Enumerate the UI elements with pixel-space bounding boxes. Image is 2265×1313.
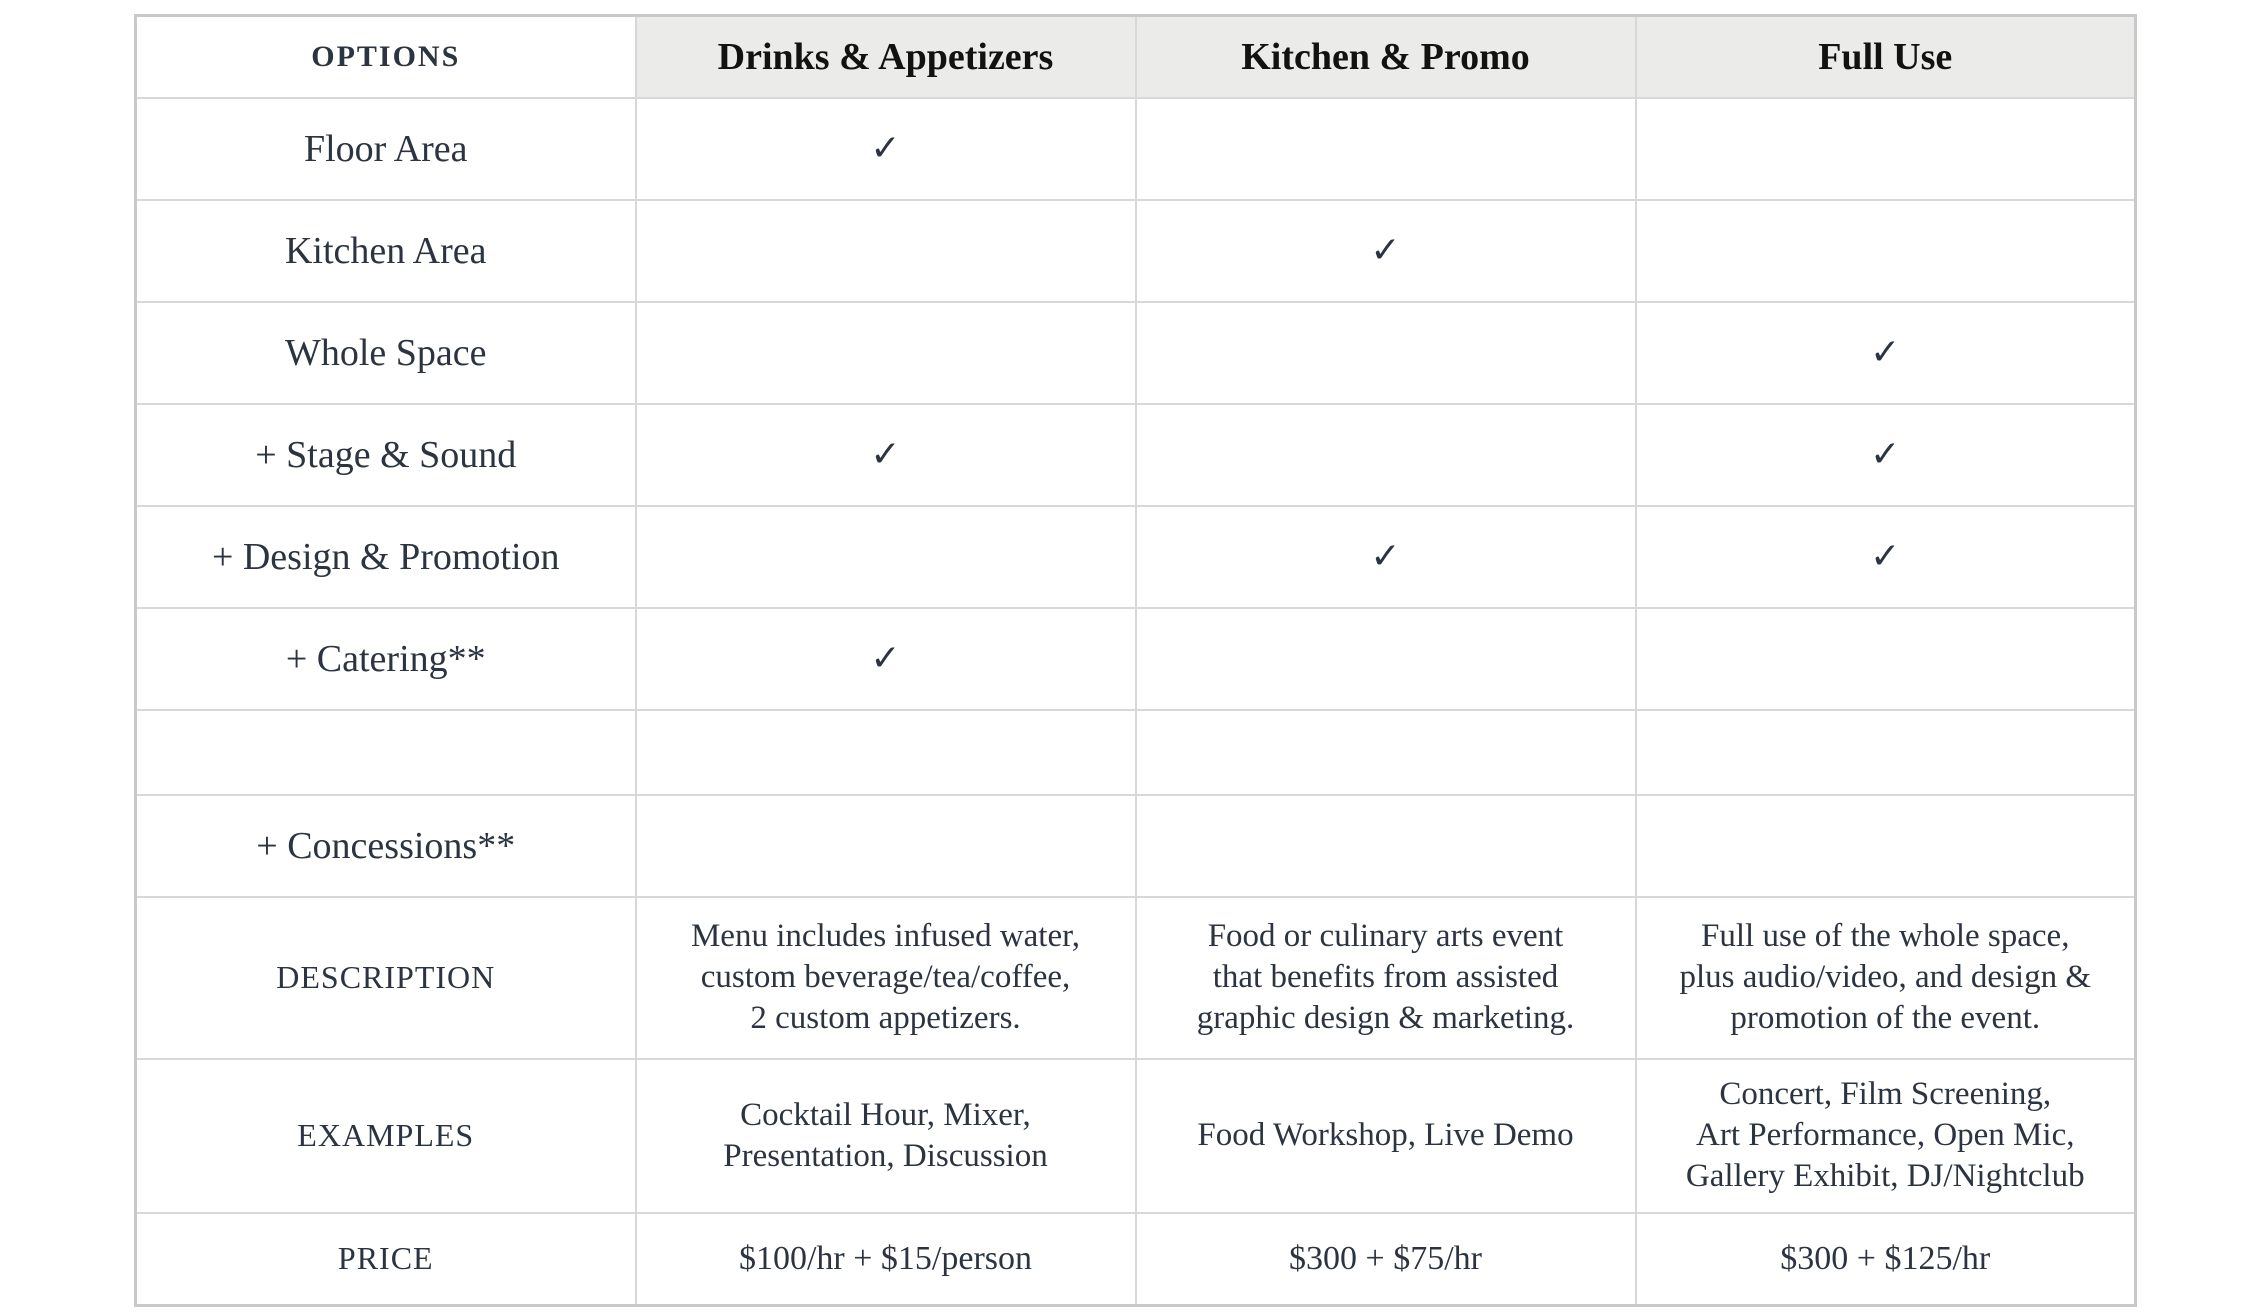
feature-label: Whole Space: [136, 302, 636, 404]
feature-row: [136, 608, 2136, 710]
checkmark-icon: ✓: [870, 128, 901, 169]
check-cell: [636, 608, 1136, 710]
check-cell: [1136, 710, 1636, 795]
examples-drinks-appetizers: Cocktail Hour, Mixer, Presentation, Discussion: [636, 1059, 1136, 1213]
feature-label: Kitchen Area: [136, 200, 636, 302]
checkmark-icon: ✓: [1370, 230, 1401, 271]
check-cell: [636, 795, 1136, 897]
price-kitchen-promo: $300 + $75/hr: [1136, 1213, 1636, 1306]
check-cell: [1136, 404, 1636, 506]
check-cell: [1136, 200, 1636, 302]
feature-label: + Catering**: [136, 608, 636, 710]
check-cell: [1636, 710, 2136, 795]
feature-row: [136, 98, 2136, 200]
check-cell: [1136, 795, 1636, 897]
description-full-use: Full use of the whole space, plus audio/video, and design & promotion of the event.: [1636, 897, 2136, 1059]
package-header-drinks-appetizers: Drinks & Appetizers: [636, 16, 1136, 98]
examples-kitchen-promo: Food Workshop, Live Demo: [1136, 1059, 1636, 1213]
price-drinks-appetizers: $100/hr + $15/person: [636, 1213, 1136, 1306]
examples-full-use: Concert, Film Screening, Art Performance, Open Mic, Gallery Exhibit, DJ/Nightclub: [1636, 1059, 2136, 1213]
price-label: PRICE: [136, 1213, 636, 1306]
header-row: [136, 16, 2136, 98]
price-row: [136, 1213, 2136, 1306]
check-cell: [636, 200, 1136, 302]
checkmark-icon: ✓: [870, 638, 901, 679]
check-cell: [1636, 200, 2136, 302]
check-cell: [1636, 506, 2136, 608]
examples-row: [136, 1059, 2136, 1213]
feature-row: [136, 302, 2136, 404]
check-cell: [1136, 608, 1636, 710]
check-cell: [636, 404, 1136, 506]
check-cell: [1636, 795, 2136, 897]
feature-label: Floor Area: [136, 98, 636, 200]
checkmark-icon: ✓: [870, 434, 901, 475]
empty-row: [136, 710, 2136, 795]
check-cell: [1136, 98, 1636, 200]
check-cell: [1636, 404, 2136, 506]
check-cell: [636, 302, 1136, 404]
check-cell: [636, 98, 1136, 200]
pricing-table: [134, 14, 2137, 1307]
feature-row: [136, 404, 2136, 506]
check-cell: [1636, 608, 2136, 710]
check-cell: [1636, 98, 2136, 200]
feature-label: + Concessions**: [136, 795, 636, 897]
checkmark-icon: ✓: [1870, 434, 1901, 475]
package-header-full-use: Full Use: [1636, 16, 2136, 98]
description-row: [136, 897, 2136, 1059]
examples-label: EXAMPLES: [136, 1059, 636, 1213]
checkmark-icon: ✓: [1370, 536, 1401, 577]
package-header-kitchen-promo: Kitchen & Promo: [1136, 16, 1636, 98]
description-label: DESCRIPTION: [136, 897, 636, 1059]
checkmark-icon: ✓: [1870, 536, 1901, 577]
description-kitchen-promo: Food or culinary arts event that benefits from assisted graphic design & marketing.: [1136, 897, 1636, 1059]
check-cell: [636, 506, 1136, 608]
check-cell: [1636, 302, 2136, 404]
feature-row: [136, 506, 2136, 608]
checkmark-icon: ✓: [1870, 332, 1901, 373]
options-header: OPTIONS: [136, 16, 636, 98]
check-cell: [1136, 506, 1636, 608]
check-cell: [636, 710, 1136, 795]
check-cell: [1136, 302, 1636, 404]
feature-row: [136, 795, 2136, 897]
feature-label: [136, 710, 636, 795]
description-drinks-appetizers: Menu includes infused water, custom beverage/tea/coffee, 2 custom appetizers.: [636, 897, 1136, 1059]
feature-label: + Stage & Sound: [136, 404, 636, 506]
price-full-use: $300 + $125/hr: [1636, 1213, 2136, 1306]
feature-row: [136, 200, 2136, 302]
feature-label: + Design & Promotion: [136, 506, 636, 608]
